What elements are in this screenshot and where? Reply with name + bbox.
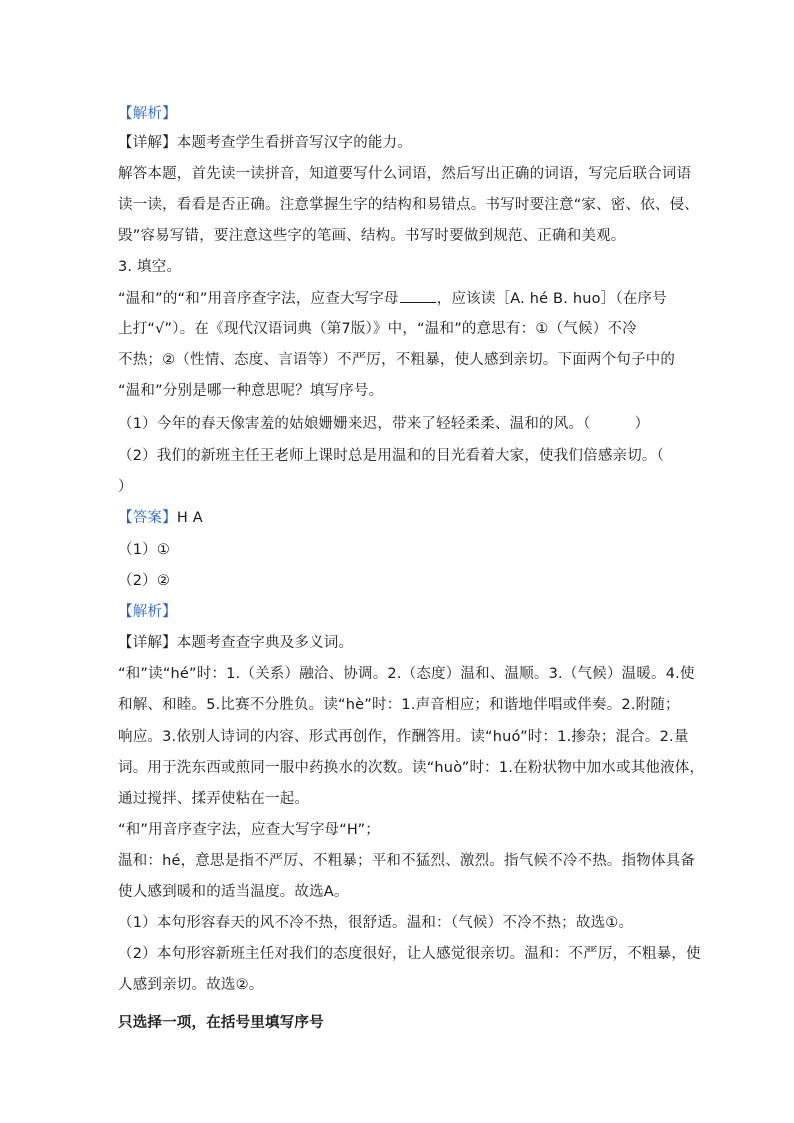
paragraph-line: 温和：hé，意思是指不严厉、不粗暴；平和不猛烈、激烈。指气候不冷不热。指物体具备	[118, 853, 696, 869]
question-text: ）	[634, 416, 650, 432]
paragraph-line: 使人感到暖和的适当温度。故选A。	[118, 884, 349, 900]
question-line: “温和”分别是哪一种意思呢？填写序号。	[118, 383, 384, 399]
analysis-heading: 【解析】	[118, 106, 177, 122]
instruction-note: 只选择一项，在括号里填写序号	[118, 1015, 324, 1031]
sub-question-1	[118, 414, 649, 434]
paragraph-line: 读一读，看看是否正确。注意掌握生字的结构和易错点。书写时要注意“家、密、依、侵、	[118, 197, 700, 213]
sub-question-2-end: ）	[118, 479, 133, 495]
paragraph-line: 毁”容易写错，要注意这些字的笔画、结构。书写时要做到规范、正确和美观。	[118, 228, 626, 244]
paragraph-line: 和解、和睦。5.比赛不分胜负。读“hè”时：1.声音相应；和谐地伴唱或伴奏。2.附随；	[118, 697, 680, 713]
paragraph-line: 人感到亲切。故选②。	[118, 977, 264, 993]
paragraph-line: （2）本句形容新班主任对我们的态度很好，让人感觉很亲切。温和：不严厉，不粗暴，使	[118, 946, 701, 962]
question-line: 不热；②（性情、态度、言语等）不严厉，不粗暴，使人感到亲切。下面两个句子中的	[118, 352, 676, 368]
paragraph-line: 词。用于洗东西或煎同一服中药换水的次数。读“huò”时：1.在粉状物中加水或其他液体，	[118, 760, 705, 776]
question-line	[118, 288, 667, 309]
answer-heading: 【答案】	[118, 510, 177, 526]
question-title: 3. 填空。	[118, 259, 182, 275]
answer-text: H A	[176, 510, 203, 526]
paragraph-line: （1）本句形容春天的风不冷不热，很舒适。温和：（气候）不冷不热；故选①。	[118, 915, 634, 931]
detail-intro: 【详解】本题考查学生看拼音写汉字的能力。	[118, 135, 412, 151]
sub-question-2: （2）我们的新班主任王老师上课时总是用温和的目光看着大家，使我们倍感亲切。（	[118, 448, 665, 464]
answer-item: （1）①	[118, 542, 171, 558]
paragraph-line: “和”读“hé”时：1.（关系）融洽、协调。2.（态度）温和、温顺。3.（气候）温暖。4.使	[118, 666, 695, 682]
answer-line	[118, 508, 203, 528]
paragraph-line: “和”用音序查字法，应查大写字母“H”；	[118, 822, 381, 838]
analysis-heading: 【解析】	[118, 604, 177, 620]
question-text: ，应该读［A. hé B. huo］（在序号	[436, 291, 667, 307]
answer-blank	[400, 288, 436, 303]
question-text: “温和”的“和”用音序查字法，应查大写字母	[118, 291, 399, 307]
detail-intro: 【详解】本题考查查字典及多义词。	[118, 635, 354, 651]
question-text: （1）今年的春天像害羞的姑娘姗姗来迟，带来了轻轻柔柔、温和的风。（	[118, 416, 591, 432]
paragraph-line: 通过搅拌、揉弄使粘在一起。	[118, 791, 310, 807]
question-line: 上打“√”）。在《现代汉语词典（第7版）》中，“温和”的意思有：①（气候）不冷	[118, 321, 637, 337]
answer-item: （2）②	[118, 573, 171, 589]
paragraph-line: 响应。3.依别人诗词的内容、形式再创作，作酬答用。读“huó”时：1.掺杂；混合。2.量	[118, 729, 689, 745]
paragraph-line: 解答本题，首先读一读拼音，知道要写什么词语，然后写出正确的词语，写完后联合词语	[118, 166, 692, 182]
